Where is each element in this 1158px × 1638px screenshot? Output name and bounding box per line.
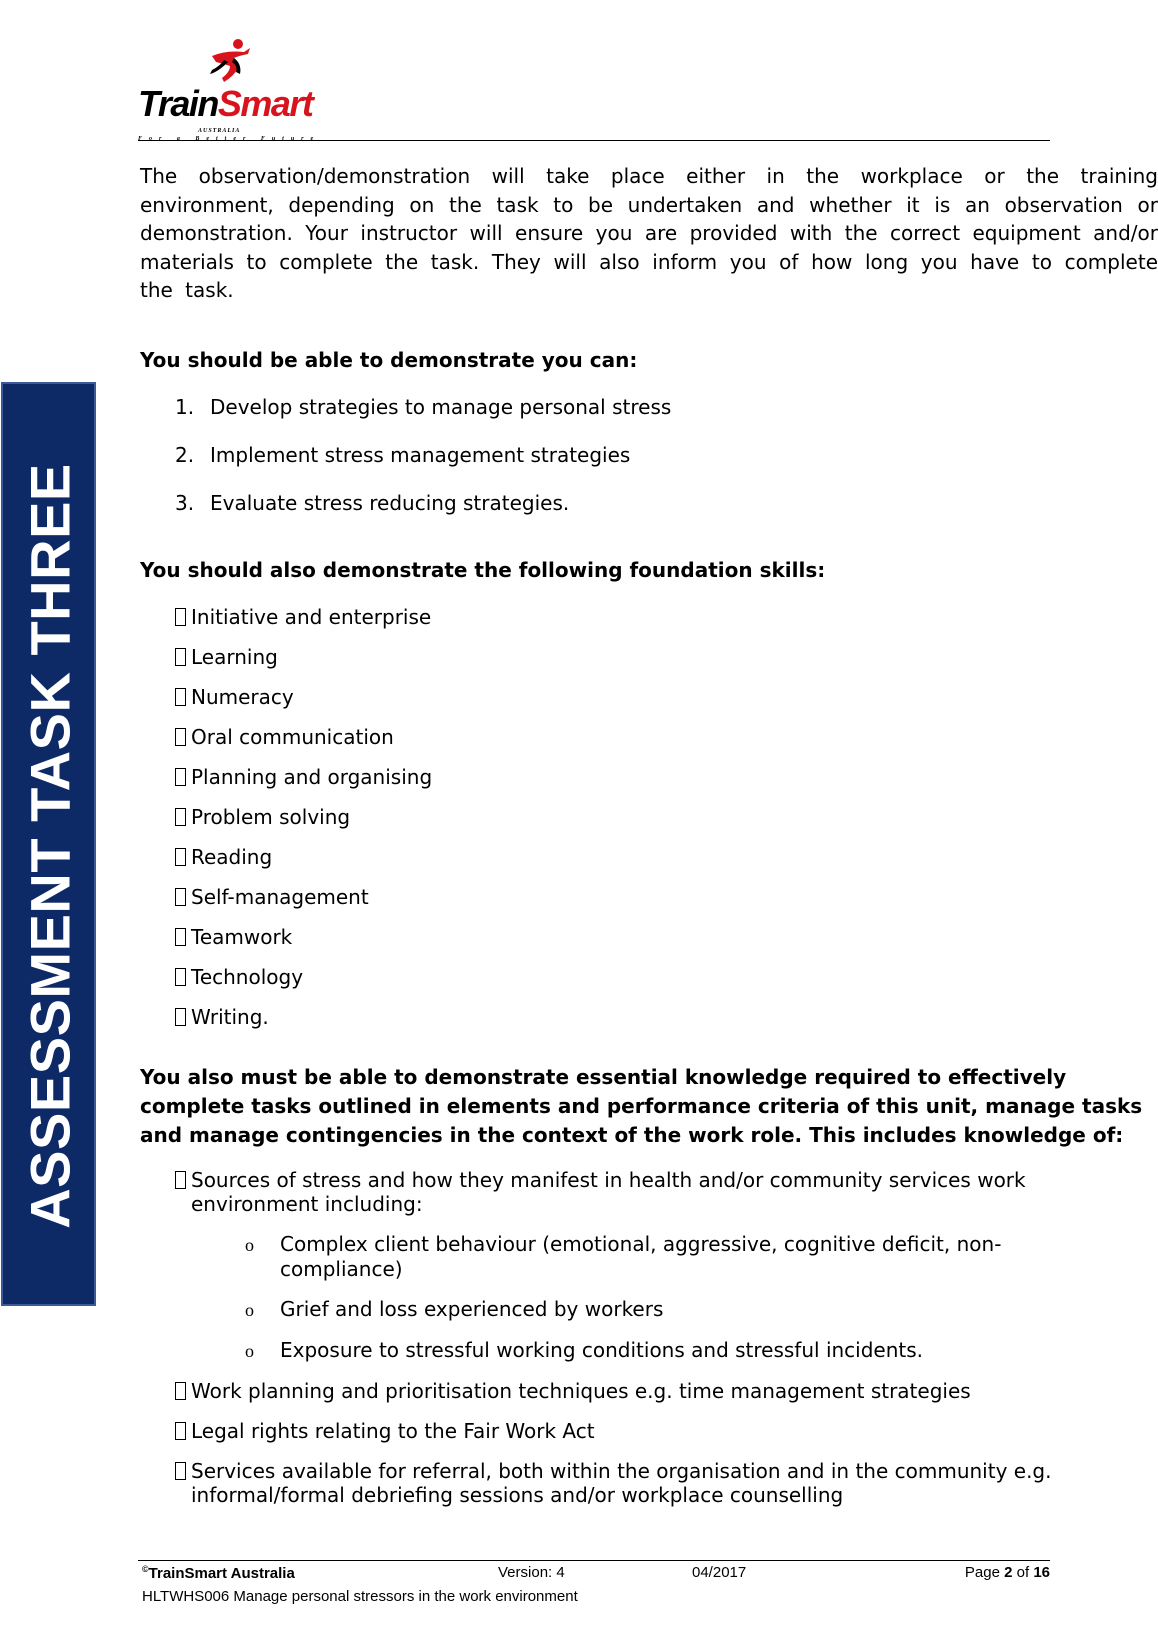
list-item: Learning	[175, 643, 1158, 671]
knowledge-heading: You also must be able to demonstrate essential knowledge required to effectively complete tasks outlined in elements and performance criteria of this unit, manage tasks and manage contingencies in the context of the work role. This includes knowledge of:	[140, 1064, 1143, 1147]
list-item: 1. Develop strategies to manage personal stress	[175, 394, 672, 419]
checkbox-glyph-icon	[175, 648, 186, 666]
list-item: o Grief and loss experienced by workers	[245, 1296, 664, 1321]
list-item: Technology	[175, 963, 1158, 991]
checkbox-glyph-icon	[175, 688, 186, 706]
trainsmart-logo	[138, 38, 321, 142]
list-item: Problem solving	[175, 803, 1158, 831]
list-item: Reading	[175, 843, 1158, 871]
checkbox-glyph-icon	[175, 728, 186, 746]
knowledge-list	[140, 1168, 1158, 1507]
list-item: Initiative and enterprise	[175, 603, 1158, 631]
logo-tagline: For a Better Future	[138, 136, 321, 142]
list-item: Teamwork	[175, 923, 1158, 951]
footer-copyright: ©TrainSmart Australia	[142, 1564, 295, 1582]
footer-page-number: Page 2 of 16	[964, 1564, 1050, 1581]
list-item: o Exposure to stressful working conditions and stressful incidents.	[245, 1337, 924, 1362]
page-content	[140, 162, 1158, 1523]
list-item: Services available for referral, both within the organisation and in the community e.g. informal/formal debriefing sessions and/or workplace counselling	[175, 1459, 1158, 1507]
footer-version: Version: 4	[498, 1564, 565, 1581]
checkbox-glyph-icon	[175, 1008, 186, 1026]
checkbox-glyph-icon	[175, 1422, 186, 1440]
checkbox-glyph-icon	[175, 608, 186, 626]
checkbox-glyph-icon	[175, 768, 186, 786]
list-item: Numeracy	[175, 683, 1158, 711]
stress-sources-sublist	[175, 1232, 1158, 1363]
checkbox-glyph-icon	[175, 1171, 186, 1189]
intro-paragraph: The observation/demonstration will take place either in the workplace or the training environment, depending on the task to be undertaken and whether it is an observation or demonstration. Your instructor will ensure you are provided with the correct equipment and/or materials to complete the task. They will also inform you of how long you have to complete the task.	[140, 164, 1158, 302]
footer-date: 04/2017	[692, 1564, 747, 1581]
list-item: Work planning and prioritisation techniques e.g. time management strategies	[175, 1379, 1158, 1403]
list-item: Sources of stress and how they manifest in health and/or community services work environment including: o Complex client behaviour (emotional, aggressive, cognitive deficit, non- compliance) o Grief and loss experienced by workers o Exposure to stressful working conditions and stressful incidents.	[175, 1168, 1158, 1363]
list-item: 2. Implement stress management strategies	[175, 442, 631, 467]
logo-word-smart: Smart	[217, 83, 313, 124]
logo-subtitle: AUSTRALIA	[198, 128, 241, 134]
foundation-heading: You should also demonstrate the following foundation skills:	[140, 557, 826, 582]
checkbox-glyph-icon	[175, 888, 186, 906]
demonstrate-heading: You should be able to demonstrate you can:	[140, 347, 638, 372]
demonstrate-list	[140, 393, 1158, 517]
side-tab-label: ASSESSMENT TASK THREE	[18, 463, 82, 1229]
foundation-skills-list	[140, 603, 1158, 1031]
list-item: Writing.	[175, 1003, 1158, 1031]
checkbox-glyph-icon	[175, 928, 186, 946]
list-item: Self-management	[175, 883, 1158, 911]
logo-word-train: Train	[138, 83, 218, 124]
list-item: Oral communication	[175, 723, 1158, 751]
list-item: Planning and organising	[175, 763, 1158, 791]
checkbox-glyph-icon	[175, 848, 186, 866]
list-item: Legal rights relating to the Fair Work Act	[175, 1419, 1158, 1443]
checkbox-glyph-icon	[175, 808, 186, 826]
checkbox-glyph-icon	[175, 1462, 186, 1480]
list-item: 3. Evaluate stress reducing strategies.	[175, 490, 570, 515]
checkbox-glyph-icon	[175, 1382, 186, 1400]
list-item: o Complex client behaviour (emotional, aggressive, cognitive deficit, non- compliance)	[245, 1231, 1002, 1281]
assessment-side-tab	[1, 382, 96, 1306]
checkbox-glyph-icon	[175, 968, 186, 986]
header-divider	[138, 140, 1050, 141]
runner-figure-icon	[204, 38, 254, 86]
footer-unit-title: HLTWHS006 Manage personal stressors in the work environment	[142, 1588, 578, 1605]
footer-divider	[138, 1560, 1050, 1561]
logo-wordmark	[138, 84, 312, 124]
